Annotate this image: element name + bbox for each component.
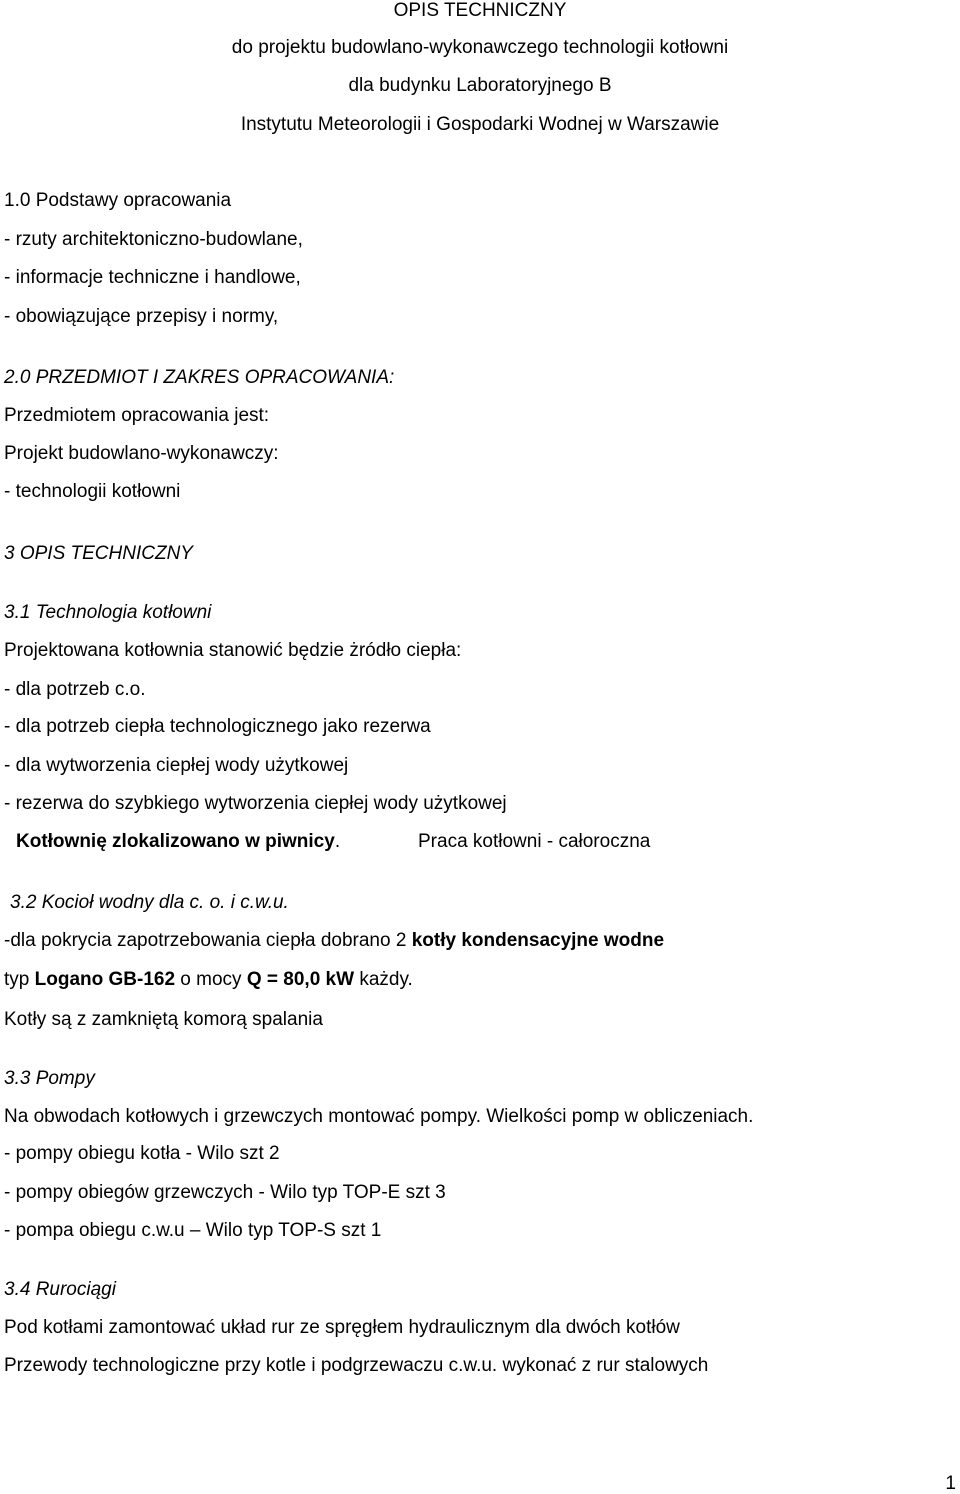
header-line-building: dla budynku Laboratoryjnego B bbox=[348, 75, 612, 96]
section-2-line: - technologii kotłowni bbox=[4, 481, 181, 502]
section-3-heading: 3 OPIS TECHNICZNY bbox=[4, 543, 193, 564]
boiler-model-line bbox=[4, 969, 413, 991]
page-number: 1 bbox=[945, 1473, 956, 1494]
boiler-room-operation: Praca kotłowni - całoroczna bbox=[418, 831, 651, 852]
subsection-3-2-heading: 3.2 Kocioł wodny dla c. o. i c.w.u. bbox=[10, 892, 289, 913]
section-1-item: - obowiązujące przepisy i normy, bbox=[4, 306, 279, 327]
subsection-3-1-item: - dla potrzeb c.o. bbox=[4, 679, 146, 700]
section-1-item: - rzuty architektoniczno-budowlane, bbox=[4, 229, 303, 250]
piping-line: Przewody technologiczne przy kotle i podgrzewaczu c.w.u. wykonać z rur stalowych bbox=[4, 1355, 709, 1376]
pump-item: - pompa obiegu c.w.u – Wilo typ TOP-S szt 1 bbox=[4, 1220, 382, 1241]
boiler-type: kotły kondensacyjne wodne bbox=[411, 930, 665, 951]
boiler-combustion-line: Kotły są z zamkniętą komorą spalania bbox=[4, 1009, 323, 1030]
boiler-room-location-line bbox=[16, 831, 340, 853]
subsection-3-1-heading: 3.1 Technologia kotłowni bbox=[4, 602, 212, 623]
subsection-3-1-intro: Projektowana kotłownia stanowić będzie żródło ciepła: bbox=[4, 640, 462, 661]
section-2-line: Przedmiotem opracowania jest: bbox=[4, 405, 270, 426]
pump-item: - pompy obiegów grzewczych - Wilo typ TOP-E szt 3 bbox=[4, 1182, 446, 1203]
subsection-3-1-item: - dla wytworzenia ciepłej wody użytkowej bbox=[4, 755, 349, 776]
header-line-project: do projektu budowlano-wykonawczego technologii kotłowni bbox=[231, 37, 729, 58]
boiler-power-value: Q = 80,0 kW bbox=[246, 969, 355, 990]
boiler-model: Logano GB-162 bbox=[34, 969, 176, 990]
location-period: . bbox=[334, 831, 341, 852]
section-1-heading: 1.0 Podstawy opracowania bbox=[4, 190, 232, 211]
piping-line: Pod kotłami zamontować układ rur ze spręgłem hydraulicznym dla dwóch kotłów bbox=[4, 1317, 680, 1338]
subsection-3-3-intro: Na obwodach kotłowych i grzewczych montować pompy. Wielkości pomp w obliczeniach. bbox=[4, 1106, 754, 1127]
section-1-item: - informacje techniczne i handlowe, bbox=[4, 267, 301, 288]
document-title: OPIS TECHNICZNY bbox=[393, 0, 567, 21]
boiler-selection-text: -dla pokrycia zapotrzebowania ciepła dobrano 2 bbox=[4, 930, 412, 951]
header-line-institute: Instytutu Meteorologii i Gospodarki Wodnej w Warszawie bbox=[240, 114, 720, 135]
pump-item: - pompy obiegu kotła - Wilo szt 2 bbox=[4, 1143, 280, 1164]
subsection-3-4-heading: 3.4 Rurociągi bbox=[4, 1279, 116, 1300]
subsection-3-1-item: - dla potrzeb ciepła technologicznego jako rezerwa bbox=[4, 716, 431, 737]
boiler-model-prefix: typ bbox=[4, 969, 35, 990]
boiler-power-suffix: każdy. bbox=[354, 969, 413, 990]
section-2-line: Projekt budowlano-wykonawczy: bbox=[4, 443, 279, 464]
subsection-3-1-item: - rezerwa do szybkiego wytworzenia ciepłej wody użytkowej bbox=[4, 793, 507, 814]
boiler-power-label: o mocy bbox=[175, 969, 247, 990]
boiler-room-location: Kotłownię zlokalizowano w piwnicy bbox=[16, 831, 335, 852]
section-2-heading: 2.0 PRZEDMIOT I ZAKRES OPRACOWANIA: bbox=[4, 367, 395, 388]
subsection-3-3-heading: 3.3 Pompy bbox=[4, 1068, 95, 1089]
boiler-selection-line bbox=[4, 930, 664, 952]
